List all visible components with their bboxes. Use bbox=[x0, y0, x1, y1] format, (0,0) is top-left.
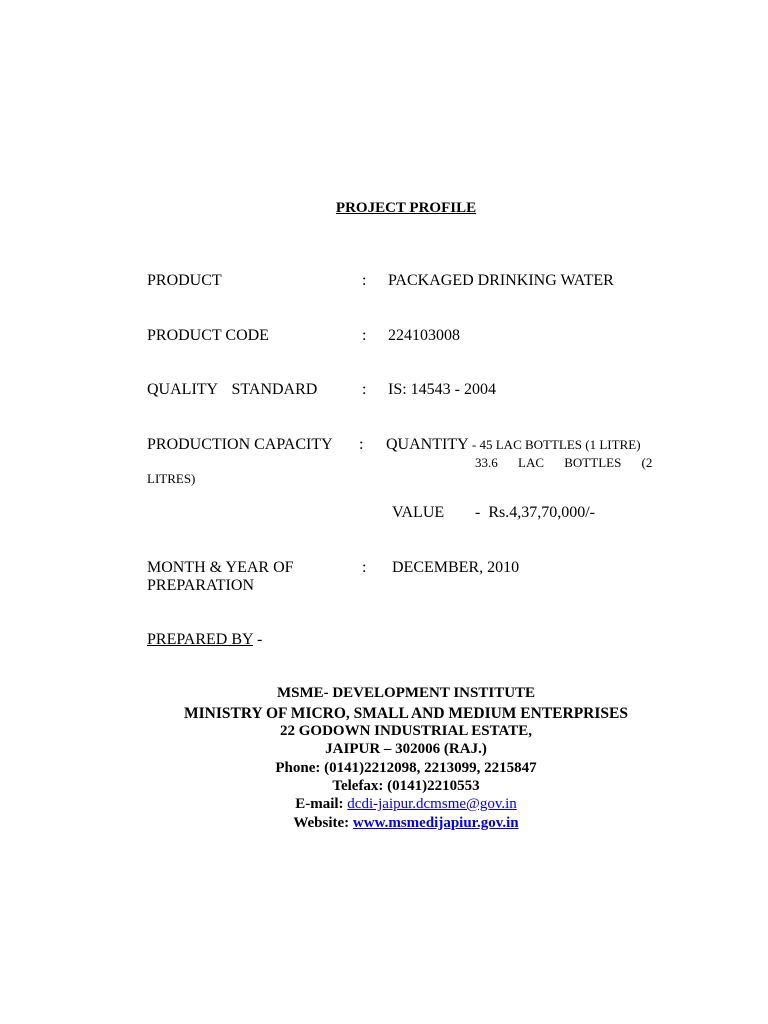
website-line bbox=[0, 815, 768, 832]
email-line bbox=[0, 796, 768, 813]
quality-standard-label: QUALITY STANDARD bbox=[147, 381, 318, 398]
ministry-name: MINISTRY OF MICRO, SMALL AND MEDIUM ENTERPRISES bbox=[184, 705, 628, 722]
quality-standard-separator: : bbox=[362, 381, 367, 398]
prepared-by-suffix: - bbox=[256, 631, 263, 648]
telefax-line: Telefax: (0141)2210553 bbox=[332, 778, 480, 794]
value-label: VALUE bbox=[392, 504, 445, 521]
quantity-line bbox=[386, 436, 641, 454]
quantity-label: QUANTITY bbox=[386, 436, 469, 453]
product-code-separator: : bbox=[362, 327, 367, 344]
email-link[interactable]: dcdi-jaipur.dcmsme@gov.in bbox=[347, 796, 517, 812]
address-line-2: JAIPUR – 302006 (RAJ.) bbox=[325, 741, 487, 757]
quality-standard-value: IS: 14543 - 2004 bbox=[388, 381, 496, 398]
product-label: PRODUCT bbox=[147, 272, 222, 289]
month-year-separator: : bbox=[362, 559, 367, 576]
prepared-by bbox=[147, 631, 262, 649]
quantity-line-1: - 45 LAC BOTTLES (1 LITRE) bbox=[468, 437, 641, 452]
prepared-by-label: PREPARED BY bbox=[147, 631, 253, 648]
product-code-value: 224103008 bbox=[388, 327, 460, 344]
website-label: Website: bbox=[293, 815, 350, 831]
production-capacity-label: PRODUCTION CAPACITY bbox=[147, 436, 333, 453]
quantity-line-3: LITRES) bbox=[147, 471, 196, 486]
production-capacity-separator: : bbox=[359, 436, 364, 453]
website-link[interactable]: www.msmedijapiur.gov.in bbox=[352, 815, 519, 831]
quantity-line-2: 33.6 LAC BOTTLES (2 bbox=[475, 455, 653, 470]
product-value: PACKAGED DRINKING WATER bbox=[388, 272, 614, 289]
address-line-1: 22 GODOWN INDUSTRIAL ESTATE, bbox=[280, 723, 532, 739]
phone-line: Phone: (0141)2212098, 2213099, 2215847 bbox=[275, 760, 537, 776]
page-title: PROJECT PROFILE bbox=[335, 200, 477, 216]
email-label: E-mail: bbox=[295, 796, 344, 812]
month-year-value: DECEMBER, 2010 bbox=[392, 559, 520, 576]
product-code-label: PRODUCT CODE bbox=[147, 327, 269, 344]
month-year-label-line-2: PREPARATION bbox=[147, 577, 254, 594]
product-separator: : bbox=[362, 272, 367, 289]
value-amount: - Rs.4,37,70,000/- bbox=[475, 504, 595, 521]
month-year-label-line-1: MONTH & YEAR OF bbox=[147, 559, 294, 576]
institute-name: MSME- DEVELOPMENT INSTITUTE bbox=[276, 685, 536, 701]
